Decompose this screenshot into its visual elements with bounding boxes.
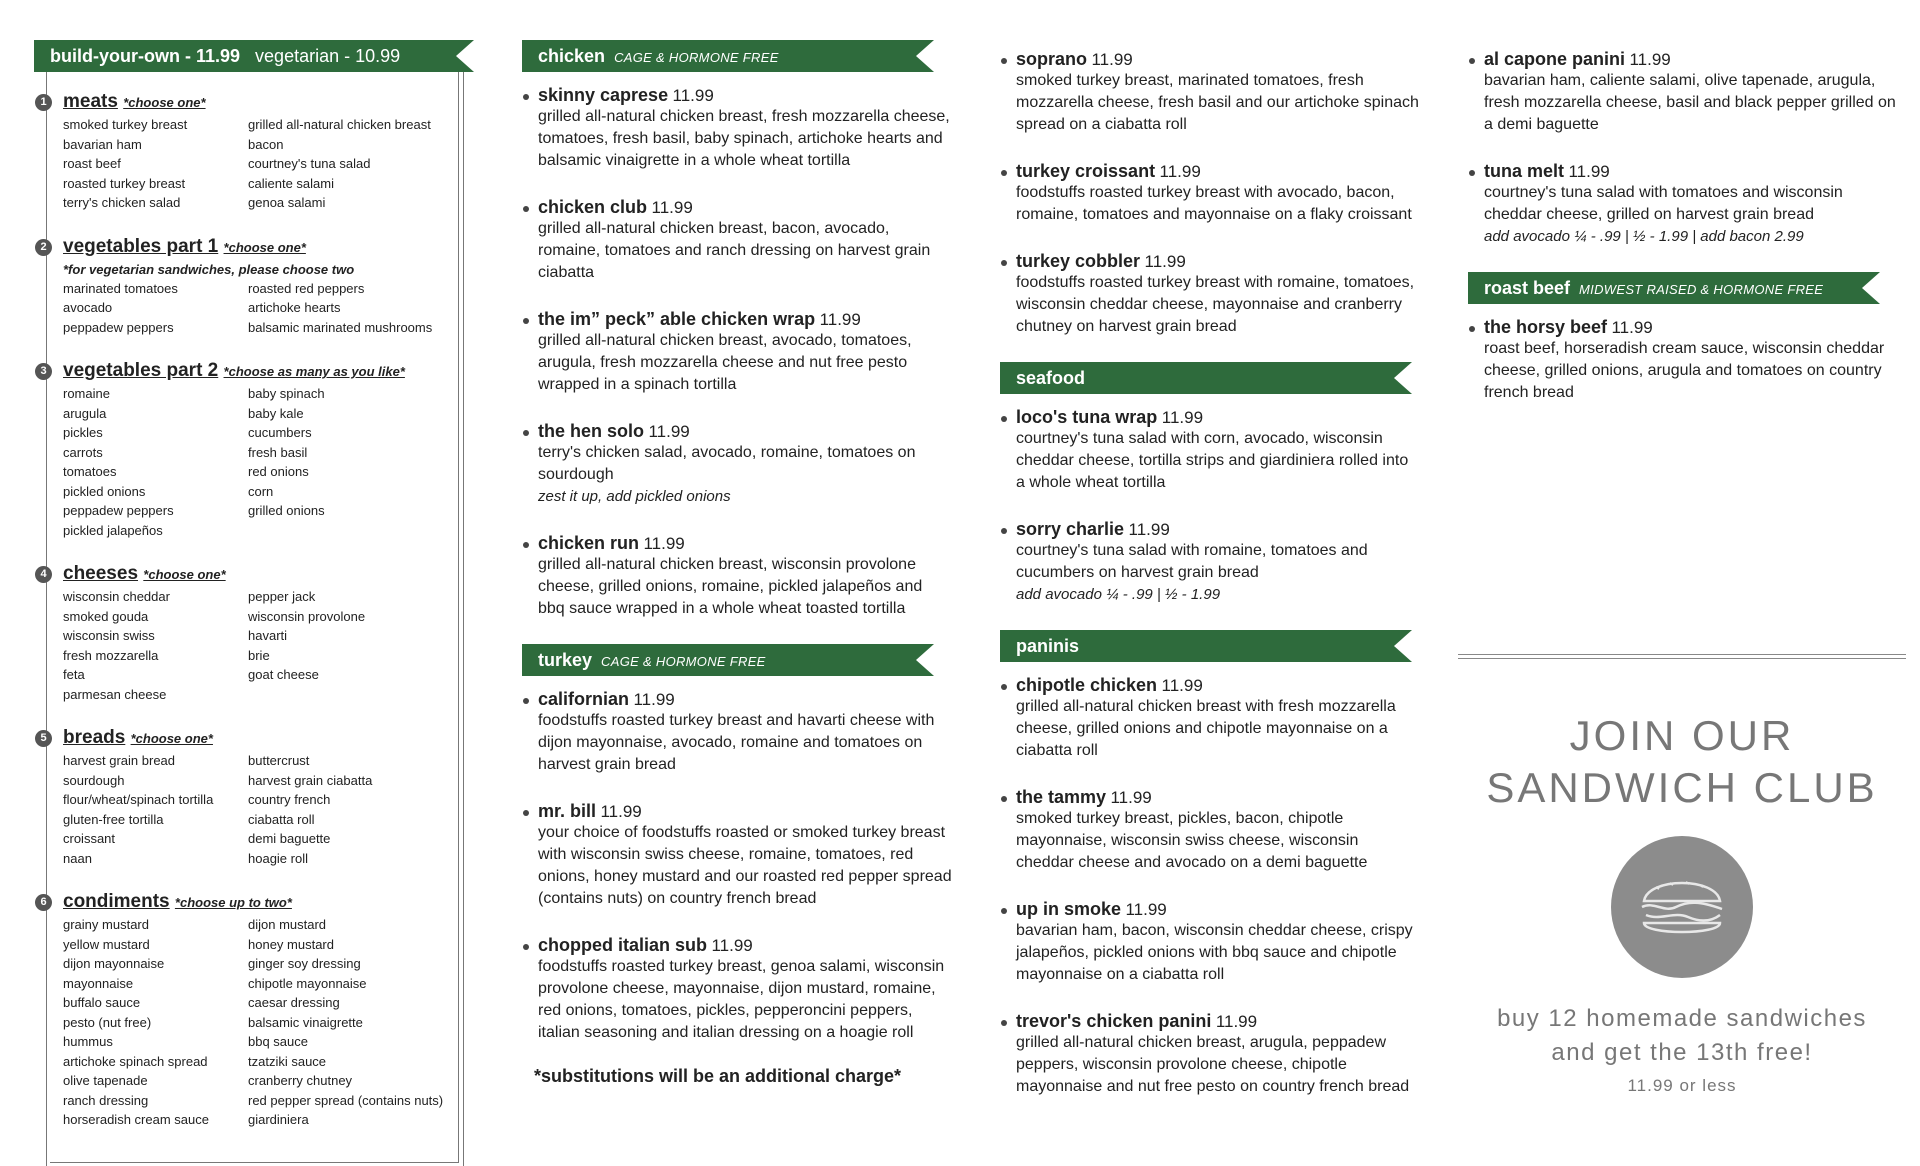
option-item: grainy mustard xyxy=(63,917,149,932)
option-item: peppadew peppers xyxy=(63,503,174,518)
step-number-badge: 2 xyxy=(35,239,52,256)
option-item: gluten-free tortilla xyxy=(63,811,164,827)
option-item: corn xyxy=(248,483,274,499)
step-title xyxy=(63,359,462,384)
step-number-badge: 1 xyxy=(35,94,52,111)
option-item: mayonnaise xyxy=(63,975,134,991)
menu-item-heading xyxy=(1016,250,1420,272)
step-choice-note: *choose one* xyxy=(130,731,213,746)
menu-item xyxy=(1468,48,1898,136)
menu-item-description: bavarian ham, caliente salami, olive tapenade, arugula, fresh mozzarella cheese, basil and black pepper grilled on a demi baguette xyxy=(1484,72,1896,133)
menu-item-price: 11.99 xyxy=(1568,162,1610,181)
menu-item-name: skinny caprese xyxy=(538,85,669,105)
option-item: dijon mayonnaise xyxy=(63,956,165,971)
option-item: courtney's tuna salad xyxy=(248,156,371,171)
menu-item-heading xyxy=(1016,160,1420,182)
menu-item-name: the hen solo xyxy=(538,421,645,441)
option-item: wisconsin swiss xyxy=(63,628,155,643)
menu-item-name: up in smoke xyxy=(1016,899,1122,919)
option-item: goat cheese xyxy=(248,667,319,682)
option-item: hoagie roll xyxy=(248,850,308,866)
byo-step xyxy=(34,235,462,338)
option-item: fresh mozzarella xyxy=(63,647,159,663)
step-title xyxy=(63,726,462,751)
paninis-title: paninis xyxy=(1016,636,1080,656)
option-item: caesar dressing xyxy=(248,995,340,1010)
option-item: grilled onions xyxy=(248,503,325,518)
menu-item-name: californian xyxy=(538,689,630,709)
step-options xyxy=(63,751,462,868)
menu-item-description: bavarian ham, bacon, wisconsin cheddar cheese, crispy jalapeños, pickled onions with bbq sauce and chipotle mayonnaise on a ciabatta roll xyxy=(1016,922,1413,983)
step-title-text: breads xyxy=(63,727,126,748)
menu-item xyxy=(1000,406,1420,494)
menu-item-heading xyxy=(1016,48,1420,70)
club-offer-line2: and get the 13th free! xyxy=(1551,1039,1813,1066)
menu-item xyxy=(522,532,952,620)
menu-item-name: mr. bill xyxy=(538,801,597,821)
menu-item-price: 11.99 xyxy=(651,198,693,217)
club-divider xyxy=(1458,654,1906,659)
turkey-more-items xyxy=(1000,48,1420,338)
option-item: ranch dressing xyxy=(63,1092,149,1108)
step-title xyxy=(63,90,462,115)
option-item: hummus xyxy=(63,1034,113,1049)
byo-step xyxy=(34,90,462,213)
option-item: parmesan cheese xyxy=(63,686,167,702)
turkey-subtitle: CAGE & HORMONE FREE xyxy=(601,654,766,669)
option-item: pickled jalapeños xyxy=(63,522,163,538)
option-item: pickled onions xyxy=(63,483,146,499)
step-number-badge: 4 xyxy=(35,566,52,583)
menu-item-price: 11.99 xyxy=(1144,252,1186,271)
menu-item-description: terry's chicken salad, avocado, romaine, tomatoes on sourdough xyxy=(538,444,916,483)
option-item: baby kale xyxy=(248,405,304,421)
step-choice-note: *choose up to two* xyxy=(174,895,292,910)
menu-item-name: trevor's chicken panini xyxy=(1016,1011,1212,1031)
option-item: sourdough xyxy=(63,772,125,788)
menu-item-description: courtney's tuna salad with corn, avocado, wisconsin cheddar cheese, tortilla strips and giardiniera rolled into a whole wheat tortilla xyxy=(1016,430,1409,491)
option-item: peppadew peppers xyxy=(63,319,174,335)
menu-item-heading xyxy=(1484,316,1898,338)
menu-item-heading xyxy=(538,308,952,330)
option-item: buffalo sauce xyxy=(63,995,141,1010)
menu-column-3 xyxy=(1000,48,1420,1122)
menu-item-note: zest it up, add pickled onions xyxy=(538,488,731,505)
menu-item-description: grilled all-natural chicken breast, fresh mozzarella cheese, tomatoes, fresh basil, baby spinach, artichoke hearts and balsamic vinaigrette in a whole wheat tortilla xyxy=(538,108,950,169)
menu-item-description: foodstuffs roasted turkey breast and havarti cheese with dijon mayonnaise, avocado, romaine and tomatoes on harvest grain bread xyxy=(538,712,935,773)
menu-item xyxy=(1000,48,1420,136)
menu-item-price: 11.99 xyxy=(1091,50,1133,69)
step-choice-note: *choose one* xyxy=(123,95,206,110)
roast-beef-banner xyxy=(1468,272,1880,304)
turkey-title: turkey xyxy=(538,650,593,670)
option-item: bacon xyxy=(248,136,284,152)
menu-item-name: chicken run xyxy=(538,533,640,553)
option-item: harvest grain ciabatta xyxy=(248,772,373,788)
step-title-text: vegetables part 1 xyxy=(63,235,219,257)
menu-item xyxy=(1000,160,1420,226)
option-item: caliente salami xyxy=(248,175,334,191)
menu-item-price: 11.99 xyxy=(1128,520,1170,539)
menu-item xyxy=(522,196,952,284)
option-item: olive tapenade xyxy=(63,1073,148,1088)
menu-item-name: chipotle chicken xyxy=(1016,675,1158,695)
menu-item-heading xyxy=(1484,48,1898,70)
chicken-title: chicken xyxy=(538,46,606,66)
step-number-badge: 3 xyxy=(35,363,52,380)
menu-item xyxy=(1000,518,1420,606)
club-price-note: 11.99 or less xyxy=(1627,1076,1737,1095)
paninis-items xyxy=(1000,674,1420,1098)
option-item: smoked gouda xyxy=(63,608,149,624)
menu-item-name: al capone panini xyxy=(1484,49,1626,69)
menu-item-description: foodstuffs roasted turkey breast with avocado, bacon, romaine, tomatoes and mayonnaise on a flaky croissant xyxy=(1016,184,1412,223)
option-item: carrots xyxy=(63,444,103,460)
menu-item-heading xyxy=(538,196,952,218)
menu-item-price: 11.99 xyxy=(600,802,642,821)
menu-column-2 xyxy=(522,40,952,1087)
menu-item-name: the tammy xyxy=(1016,787,1107,807)
menu-item-price: 11.99 xyxy=(1125,900,1167,919)
paninis-banner xyxy=(1000,630,1412,662)
step-options xyxy=(63,279,462,338)
menu-item-name: chicken club xyxy=(538,197,648,217)
build-your-own-banner xyxy=(34,40,474,72)
menu-item-price: 11.99 xyxy=(1161,408,1204,427)
byo-step xyxy=(34,359,462,540)
option-item: giardiniera xyxy=(248,1112,309,1127)
step-options xyxy=(63,915,462,1130)
menu-item-description: courtney's tuna salad with romaine, tomatoes and cucumbers on harvest grain bread xyxy=(1016,542,1368,581)
menu-item xyxy=(522,800,952,910)
step-title xyxy=(63,235,462,260)
menu-item-name: loco's tuna wrap xyxy=(1016,407,1158,427)
step-extra-note: *for vegetarian sandwiches, please choose two xyxy=(63,261,355,277)
sandwich-icon-graphic xyxy=(1634,867,1730,947)
menu-item-price: 11.99 xyxy=(711,936,753,955)
step-title xyxy=(63,890,462,915)
option-item: demi baguette xyxy=(248,831,331,846)
menu-item-description: grilled all-natural chicken breast, bacon, avocado, romaine, tomatoes and ranch dressing on harvest grain ciabatta xyxy=(538,220,931,281)
menu-item-heading xyxy=(538,688,952,710)
menu-item-price: 11.99 xyxy=(1629,50,1671,69)
menu-item-note: add avocado ¼ - .99 | ½ - 1.99 | add bacon 2.99 xyxy=(1484,228,1804,245)
menu-item-name: the horsy beef xyxy=(1484,317,1608,337)
option-item: pepper jack xyxy=(248,589,316,604)
menu-item-heading xyxy=(1016,898,1420,920)
option-item: arugula xyxy=(63,405,107,421)
menu-item-description: grilled all-natural chicken breast, arugula, peppadew peppers, wisconsin provolone cheese, chipotle mayonnaise and nut free pesto on country french bread xyxy=(1016,1034,1410,1095)
menu-item-name: the im” peck” able chicken wrap xyxy=(538,309,816,329)
menu-item-name: sorry charlie xyxy=(1016,519,1125,539)
option-item: red pepper spread (contains nuts) xyxy=(248,1092,444,1108)
menu-item-description: smoked turkey breast, marinated tomatoes, fresh mozzarella cheese, fresh basil and our artichoke spinach spread on a ciabatta roll xyxy=(1016,72,1419,133)
step-options xyxy=(63,384,462,540)
chicken-banner xyxy=(522,40,934,72)
option-item xyxy=(248,521,448,541)
step-title-text: cheeses xyxy=(63,563,139,584)
chicken-subtitle: CAGE & HORMONE FREE xyxy=(614,50,779,65)
menu-item-price: 11.99 xyxy=(1161,676,1203,695)
menu-item-name: chopped italian sub xyxy=(538,935,708,955)
option-item: wisconsin cheddar xyxy=(63,589,170,604)
menu-item-price: 11.99 xyxy=(1215,1012,1258,1031)
option-item: flour/wheat/spinach tortilla xyxy=(63,792,214,807)
option-item: pickles xyxy=(63,425,103,440)
option-item: wisconsin provolone xyxy=(248,608,366,624)
option-item: feta xyxy=(63,667,85,682)
menu-item-price: 11.99 xyxy=(672,86,714,105)
menu-item xyxy=(522,308,952,396)
sandwich-icon xyxy=(1611,836,1753,978)
option-item: croissant xyxy=(63,831,116,846)
menu-item-description: your choice of foodstuffs roasted or smoked turkey breast with wisconsin swiss cheese, romaine, tomatoes, red onions, honey mustard and our roasted red pepper spread (contains nuts) on country french bread xyxy=(538,824,952,907)
option-item: marinated tomatoes xyxy=(63,280,178,296)
menu-column-4 xyxy=(1468,48,1898,428)
menu-item-price: 11.99 xyxy=(1110,788,1152,807)
step-title-text: vegetables part 2 xyxy=(63,360,219,381)
menu-item xyxy=(522,688,952,776)
menu-item-heading xyxy=(1016,518,1420,540)
step-number-badge: 5 xyxy=(35,730,52,747)
option-item: pesto (nut free) xyxy=(63,1014,152,1030)
option-item: avocado xyxy=(63,300,113,315)
step-choice-note: *choose as many as you like* xyxy=(223,364,405,379)
menu-item xyxy=(1000,786,1420,874)
build-your-own-panel xyxy=(34,40,462,1127)
option-item: bavarian ham xyxy=(63,136,142,152)
menu-item-description: grilled all-natural chicken breast, avocado, tomatoes, arugula, fresh mozzarella cheese and nut free pesto wrapped in a spinach tortilla xyxy=(538,332,912,393)
option-item: cucumbers xyxy=(248,425,312,440)
menu-item-heading xyxy=(1484,160,1898,182)
option-item: havarti xyxy=(248,628,288,643)
menu-item-heading xyxy=(538,84,952,106)
option-item: buttercrust xyxy=(248,753,310,768)
menu-item-price: 11.99 xyxy=(819,310,861,329)
turkey-banner xyxy=(522,644,934,676)
menu-item-name: turkey croissant xyxy=(1016,161,1156,181)
option-item: country french xyxy=(248,792,331,807)
menu-item xyxy=(1000,898,1420,986)
menu-item-name: tuna melt xyxy=(1484,161,1565,181)
roast-beef-items xyxy=(1468,316,1898,404)
option-item: cranberry chutney xyxy=(248,1073,353,1088)
menu-item-price: 11.99 xyxy=(1159,162,1201,181)
step-choice-note: *choose one* xyxy=(223,239,306,255)
menu-item-price: 11.99 xyxy=(633,690,675,709)
step-options xyxy=(63,587,462,704)
option-item: terry's chicken salad xyxy=(63,195,181,210)
menu-item-price: 11.99 xyxy=(643,534,685,553)
option-item: ciabatta roll xyxy=(248,811,315,827)
paninis-more-items xyxy=(1468,48,1898,248)
option-item: artichoke spinach spread xyxy=(63,1053,208,1069)
option-item: roasted red peppers xyxy=(248,280,365,296)
menu-item xyxy=(1468,160,1898,248)
roast-beef-title: roast beef xyxy=(1484,278,1571,298)
menu-item-heading xyxy=(538,934,952,956)
menu-item-description: grilled all-natural chicken breast with fresh mozzarella cheese, grilled onions and chipotle mayonnaise on a ciabatta roll xyxy=(1016,698,1396,759)
step-title xyxy=(63,562,462,587)
menu-item xyxy=(1000,250,1420,338)
menu-item-heading xyxy=(1016,406,1420,428)
menu-item xyxy=(522,420,952,508)
option-item: honey mustard xyxy=(248,936,334,952)
club-title-line1: JOIN OUR xyxy=(1569,712,1795,759)
step-number-badge: 6 xyxy=(35,894,52,911)
option-item: bbq sauce xyxy=(248,1034,308,1049)
menu-item xyxy=(522,934,952,1044)
option-item: red onions xyxy=(248,464,309,479)
option-item: fresh basil xyxy=(248,444,308,460)
option-item: chipotle mayonnaise xyxy=(248,975,367,991)
substitutions-note: *substitutions will be an additional charge* xyxy=(534,1066,902,1086)
option-item xyxy=(248,685,448,705)
option-item: genoa salami xyxy=(248,195,326,210)
option-item: horseradish cream sauce xyxy=(63,1112,209,1127)
option-item: brie xyxy=(248,647,270,663)
option-item: ginger soy dressing xyxy=(248,956,361,971)
menu-item-heading xyxy=(538,800,952,822)
option-item: naan xyxy=(63,850,92,866)
sandwich-club-promo xyxy=(1458,710,1906,1096)
option-item: roast beef xyxy=(63,156,121,171)
menu-item-price: 11.99 xyxy=(648,422,690,441)
option-item: artichoke hearts xyxy=(248,300,341,315)
option-item: harvest grain bread xyxy=(63,753,176,768)
build-your-own-label: build-your-own - 11.99 xyxy=(50,46,241,66)
menu-item-heading xyxy=(1016,1010,1420,1032)
club-offer-line1: buy 12 homemade sandwiches xyxy=(1497,1005,1867,1032)
turkey-items xyxy=(522,688,952,1044)
option-item: grilled all-natural chicken breast xyxy=(248,117,431,132)
menu-item-heading xyxy=(538,420,952,442)
menu-item-heading xyxy=(1016,786,1420,808)
menu-item-heading xyxy=(1016,674,1420,696)
byo-step xyxy=(34,890,462,1130)
menu-item-name: soprano xyxy=(1016,49,1088,69)
menu-item-note: add avocado ¼ - .99 | ½ - 1.99 xyxy=(1016,586,1221,603)
menu-item xyxy=(1000,1010,1420,1098)
step-title-text: meats xyxy=(63,91,118,112)
option-item: roasted turkey breast xyxy=(63,175,186,191)
menu-item-price: 11.99 xyxy=(1611,318,1653,337)
byo-step xyxy=(34,562,462,704)
menu-item-heading xyxy=(538,532,952,554)
menu-item-description: courtney's tuna salad with tomatoes and wisconsin cheddar cheese, grilled on harvest grain bread xyxy=(1484,184,1843,223)
menu-item-description: roast beef, horseradish cream sauce, wisconsin cheddar cheese, grilled onions, arugula and tomatoes on country french bread xyxy=(1484,340,1885,401)
option-item: tomatoes xyxy=(63,464,117,479)
option-item: balsamic vinaigrette xyxy=(248,1014,363,1030)
menu-item-name: turkey cobbler xyxy=(1016,251,1141,271)
menu-item-description: grilled all-natural chicken breast, wisconsin provolone cheese, grilled onions, romaine, pickled jalapeños and bbq sauce wrapped in a whole wheat toasted tortilla xyxy=(538,556,923,617)
byo-step xyxy=(34,726,462,868)
option-item: smoked turkey breast xyxy=(63,117,188,132)
roast-beef-subtitle: MIDWEST RAISED & HORMONE FREE xyxy=(1579,282,1824,297)
step-choice-note: *choose one* xyxy=(143,567,226,582)
option-item: romaine xyxy=(63,386,110,401)
seafood-banner xyxy=(1000,362,1412,394)
option-item: dijon mustard xyxy=(248,917,327,932)
option-item: yellow mustard xyxy=(63,936,150,952)
option-item: tzatziki sauce xyxy=(248,1053,327,1069)
vegetarian-label: vegetarian - 10.99 xyxy=(255,46,401,66)
chicken-items xyxy=(522,84,952,620)
menu-item xyxy=(1000,674,1420,762)
seafood-title: seafood xyxy=(1016,368,1086,388)
seafood-items xyxy=(1000,406,1420,606)
step-title-text: condiments xyxy=(63,891,170,912)
step-options xyxy=(63,115,462,213)
club-title-line2: SANDWICH CLUB xyxy=(1486,764,1878,811)
menu-item xyxy=(1468,316,1898,404)
menu-item-description: foodstuffs roasted turkey breast, genoa salami, wisconsin provolone cheese, mayonnaise, dijon mustard, romaine, red onions, tomatoes, pickles, pepperoncini peppers, italian seasoning and italian dressing on a hoagie roll xyxy=(538,958,945,1041)
menu-item xyxy=(522,84,952,172)
build-your-own-steps xyxy=(34,90,462,1152)
option-item: balsamic marinated mushrooms xyxy=(248,319,433,335)
menu-item-description: smoked turkey breast, pickles, bacon, chipotle mayonnaise, wisconsin swiss cheese, wisconsin cheddar cheese and avocado on a demi baguette xyxy=(1016,810,1368,871)
option-item: baby spinach xyxy=(248,386,325,401)
menu-item-description: foodstuffs roasted turkey breast with romaine, tomatoes, wisconsin cheddar cheese, mayonnaise and cranberry chutney on harvest grain bread xyxy=(1016,274,1415,335)
